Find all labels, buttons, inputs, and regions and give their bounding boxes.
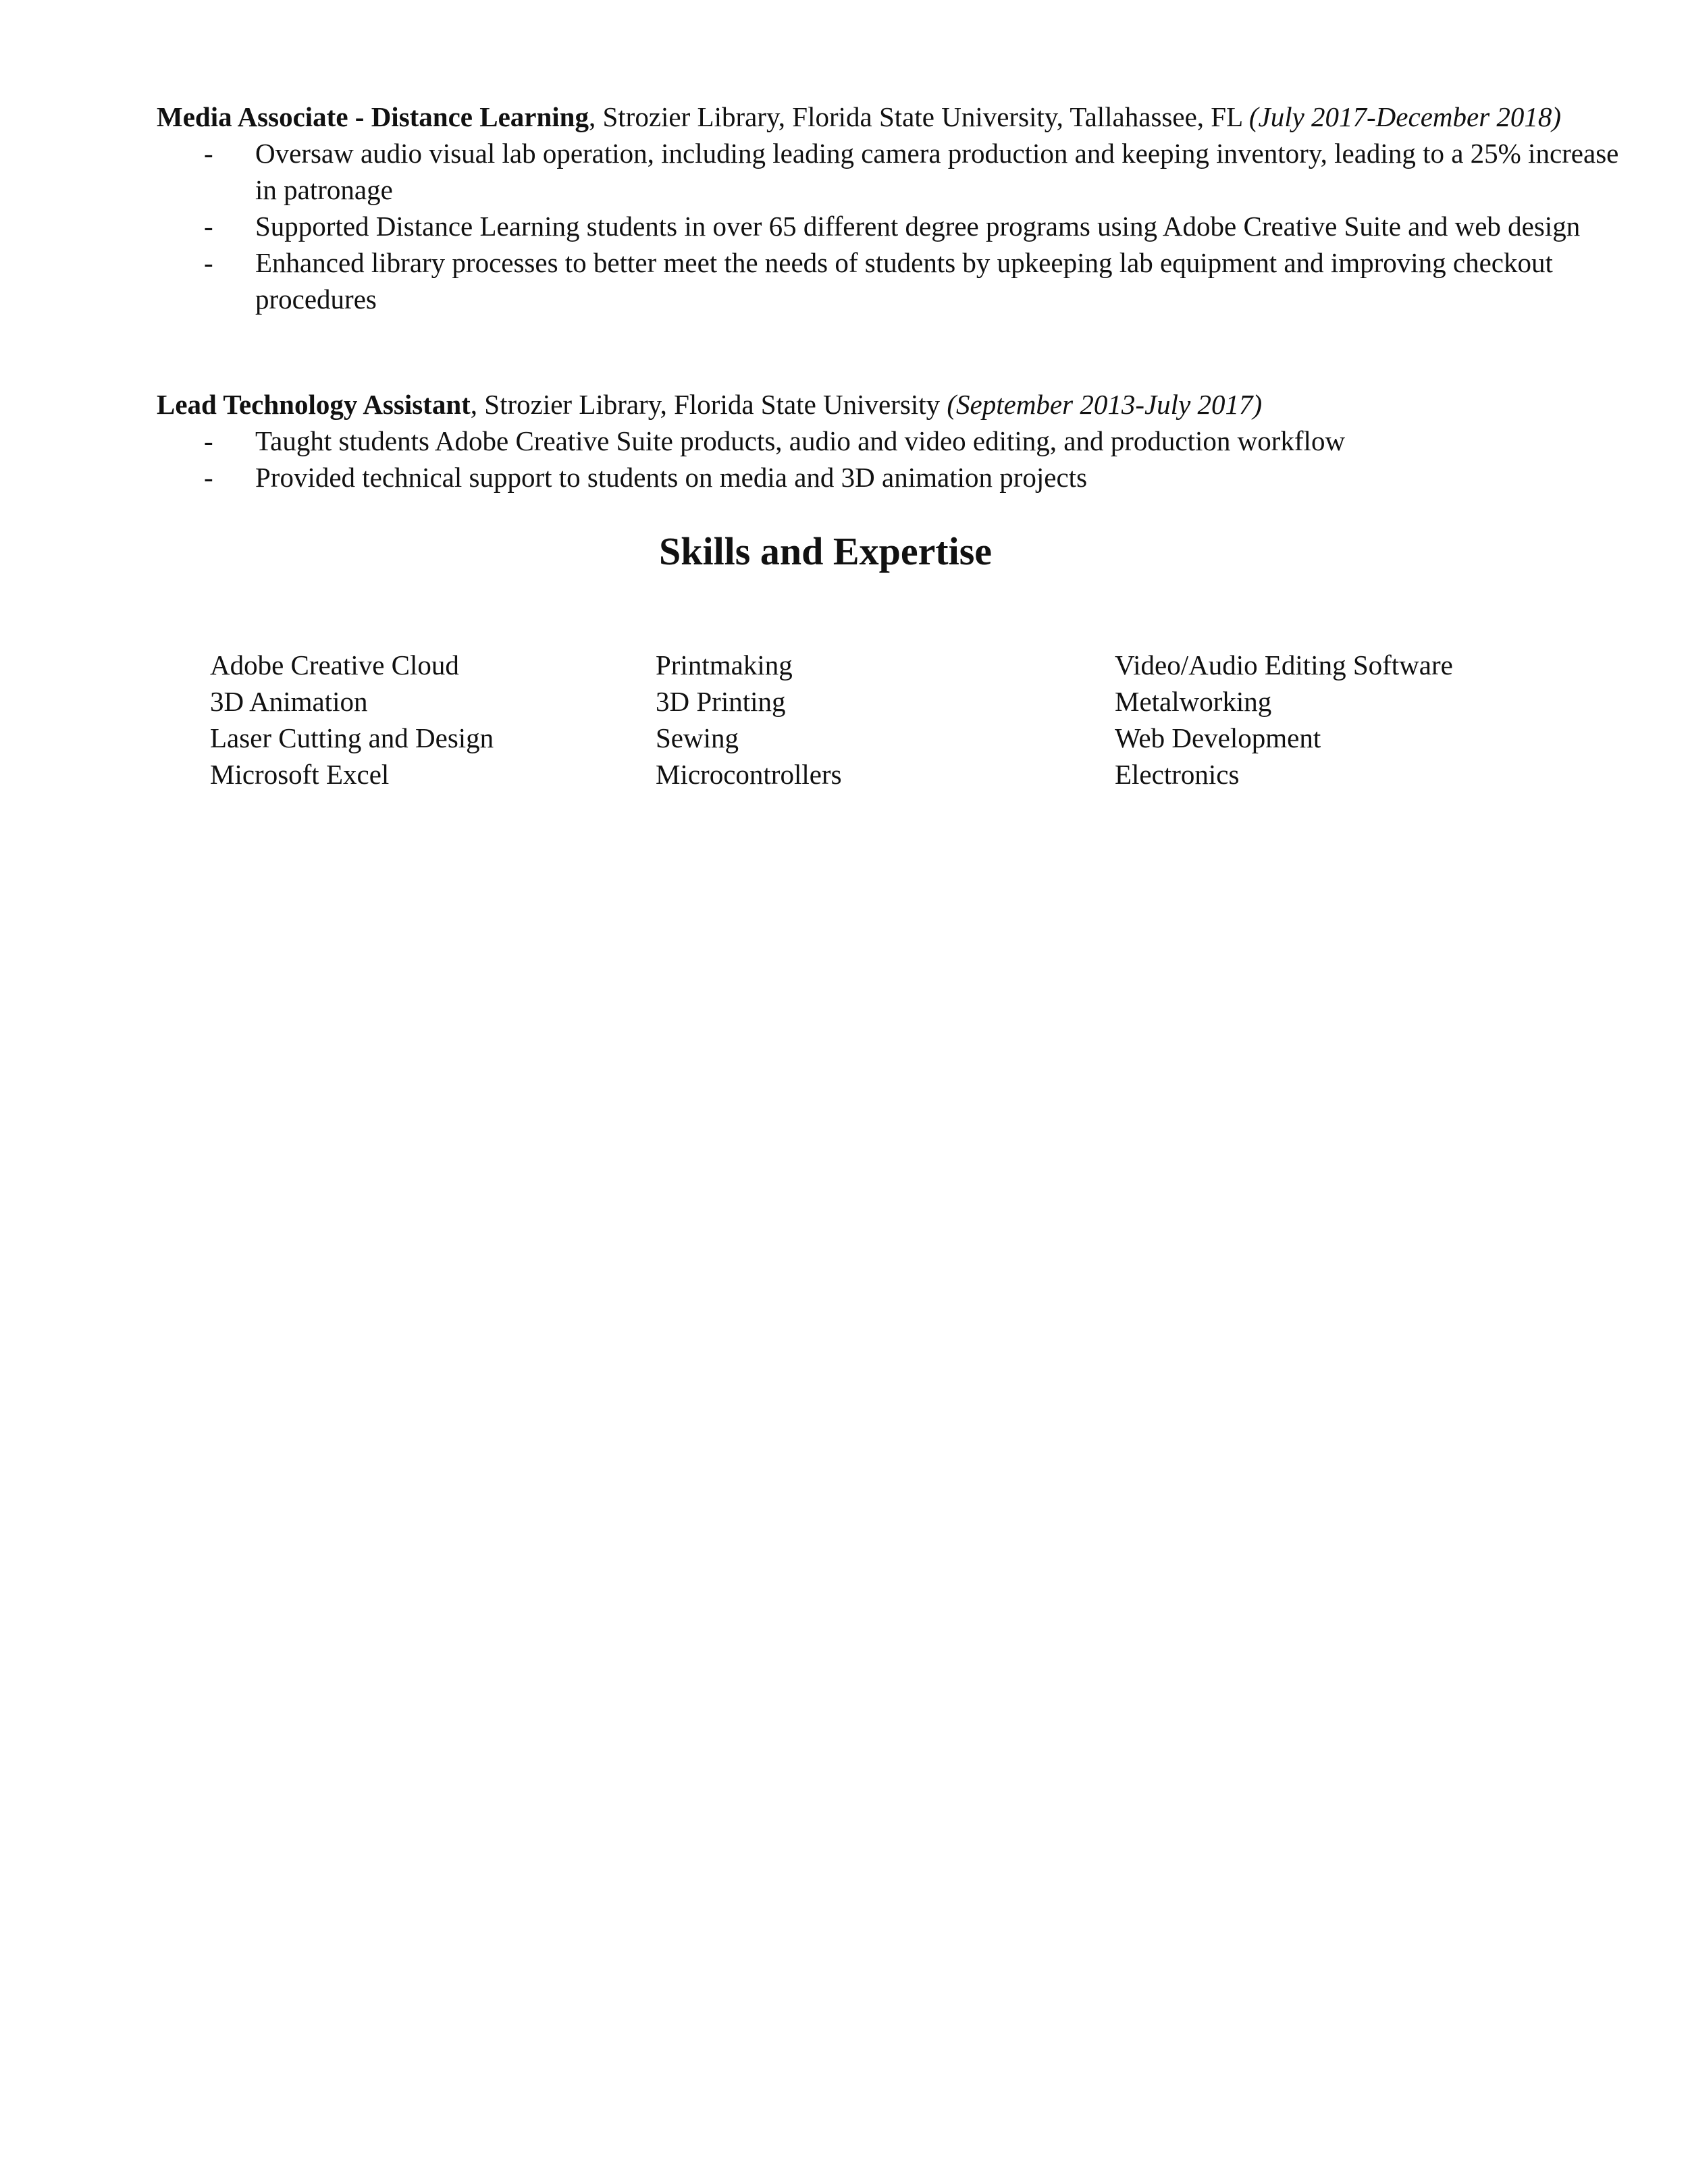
job-title: Media Associate - Distance Learning (157, 101, 589, 132)
bullet-text: Supported Distance Learning students in over 65 different degree programs using Adobe Creative Suite and web design (255, 211, 1581, 242)
job-organization: , Strozier Library, Florida State University (470, 389, 947, 420)
job-header (157, 99, 1561, 135)
skill-item: Metalworking (1115, 686, 1272, 717)
job-dates: (September 2013-July 2017) (947, 389, 1263, 420)
job-bullet (157, 135, 1639, 208)
bullet-text: Enhanced library processes to better meet the needs of students by upkeeping lab equipment and improving checkout procedures (255, 247, 1553, 315)
job-bullet (157, 208, 1639, 244)
job-bullet (157, 459, 1639, 496)
skills-column (656, 647, 1115, 793)
skills-grid (210, 647, 1520, 793)
skill-item: Adobe Creative Cloud (210, 649, 459, 681)
skill-item: Laser Cutting and Design (210, 722, 494, 753)
skill-item: Sewing (656, 722, 739, 753)
job-bullet (157, 244, 1639, 317)
job-organization: , Strozier Library, Florida State University, Tallahassee, FL (588, 101, 1249, 132)
job-bullet-list (157, 423, 1561, 496)
bullet-marker: - (204, 462, 213, 493)
bullet-text: Provided technical support to students on media and 3D animation projects (255, 462, 1088, 493)
skill-item: 3D Animation (210, 686, 368, 717)
job-dates: (July 2017-December 2018) (1248, 101, 1562, 132)
bullet-marker: - (204, 425, 213, 456)
bullet-marker: - (204, 138, 213, 169)
job-header (157, 386, 1561, 423)
skill-item: Video/Audio Editing Software (1115, 649, 1453, 681)
bullet-marker: - (204, 247, 213, 278)
skills-heading: Skills and Expertise (658, 529, 993, 573)
skill-item: Printmaking (656, 649, 793, 681)
bullet-text: Taught students Adobe Creative Suite products, audio and video editing, and production workflow (255, 425, 1346, 456)
skill-item: 3D Printing (656, 686, 786, 717)
job-bullet (157, 423, 1639, 459)
skill-item: Web Development (1115, 722, 1321, 753)
skill-item: Electronics (1115, 759, 1240, 790)
job-entry-lead-technology-assistant (157, 386, 1561, 496)
skill-item: Microsoft Excel (210, 759, 390, 790)
job-bullet-list (157, 135, 1619, 317)
bullet-text: Oversaw audio visual lab operation, including leading camera production and keeping inventory, leading to a 25% increase in patronage (255, 138, 1619, 205)
job-entry-media-associate (157, 99, 1619, 317)
bullet-marker: - (204, 211, 213, 242)
skill-item: Microcontrollers (656, 759, 842, 790)
skills-column (210, 647, 656, 793)
job-title: Lead Technology Assistant (157, 389, 471, 420)
skills-column (1115, 647, 1520, 793)
